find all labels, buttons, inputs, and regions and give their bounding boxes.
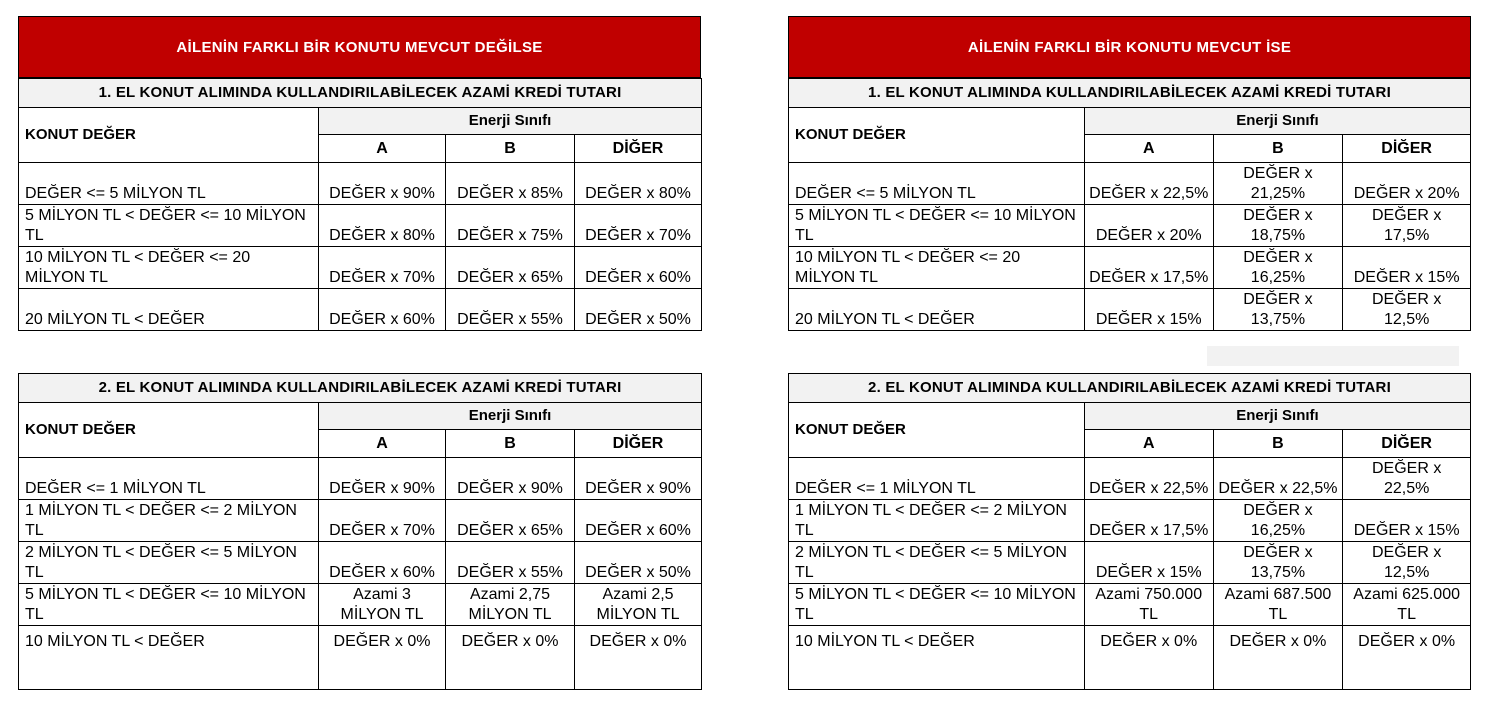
row-label: 20 MİLYON TL < DEĞER: [19, 289, 319, 331]
cell-value: DEĞER x 80%: [319, 205, 446, 247]
left-t1-class-b: B: [446, 135, 575, 163]
table-row: [789, 500, 1471, 542]
right-t1-enerji-header: Enerji Sınıfı: [1084, 108, 1470, 135]
table-row: [789, 289, 1471, 331]
cell-value: DEĞER x 60%: [319, 542, 446, 584]
cell-value: DEĞER x 15%: [1343, 500, 1471, 542]
cell-value: DEĞER x 17,5%: [1084, 500, 1213, 542]
left-t1-enerji-header: Enerji Sınıfı: [319, 108, 702, 135]
row-label: 2 MİLYON TL < DEĞER <= 5 MİLYON TL: [19, 542, 319, 584]
left-t1-title: 1. EL KONUT ALIMINDA KULLANDIRILABİLECEK AZAMİ KREDİ TUTARI: [19, 79, 702, 108]
cell-value: DEĞER x 90%: [319, 458, 446, 500]
right-table-second-hand: [788, 373, 1471, 690]
cell-value: DEĞER x 13,75%: [1213, 289, 1343, 331]
row-label: 5 MİLYON TL < DEĞER <= 10 MİLYON TL: [789, 584, 1085, 626]
row-label: DEĞER <= 5 MİLYON TL: [789, 163, 1085, 205]
cell-value: DEĞER x 0%: [1343, 626, 1471, 690]
table-row: [789, 458, 1471, 500]
cell-value: DEĞER x 12,5%: [1343, 542, 1471, 584]
gray-strip: [1207, 346, 1459, 366]
right-t2-class-a: A: [1084, 430, 1213, 458]
cell-value: DEĞER x 13,75%: [1213, 542, 1343, 584]
row-label: 10 MİLYON TL < DEĞER: [19, 626, 319, 690]
right-t2-konut-header: KONUT DEĞER: [789, 403, 1085, 458]
table-row: [789, 205, 1471, 247]
table-row: [19, 289, 702, 331]
row-label: 20 MİLYON TL < DEĞER: [789, 289, 1085, 331]
cell-value: DEĞER x 22,5%: [1084, 458, 1213, 500]
cell-value: DEĞER x 20%: [1343, 163, 1471, 205]
left-t2-konut-header: KONUT DEĞER: [19, 403, 319, 458]
cell-value: Azami 2,75 MİLYON TL: [446, 584, 575, 626]
cell-value: DEĞER x 18,75%: [1213, 205, 1343, 247]
cell-value: DEĞER x 16,25%: [1213, 247, 1343, 289]
cell-value: DEĞER x 90%: [319, 163, 446, 205]
cell-value: DEĞER x 22,5%: [1213, 458, 1343, 500]
cell-value: DEĞER x 60%: [575, 247, 702, 289]
cell-value: DEĞER x 15%: [1084, 289, 1213, 331]
right-t1-class-a: A: [1084, 135, 1213, 163]
cell-value: DEĞER x 55%: [446, 542, 575, 584]
right-t1-class-b: B: [1213, 135, 1343, 163]
cell-value: DEĞER x 65%: [446, 247, 575, 289]
left-t1-class-diger: DİĞER: [575, 135, 702, 163]
cell-value: DEĞER x 90%: [446, 458, 575, 500]
cell-value: DEĞER x 70%: [319, 247, 446, 289]
table-row: [19, 205, 702, 247]
left-t1-konut-header: KONUT DEĞER: [19, 108, 319, 163]
cell-value: DEĞER x 90%: [575, 458, 702, 500]
row-label: 5 MİLYON TL < DEĞER <= 10 MİLYON TL: [789, 205, 1085, 247]
row-label: 2 MİLYON TL < DEĞER <= 5 MİLYON TL: [789, 542, 1085, 584]
cell-value: DEĞER x 0%: [575, 626, 702, 690]
table-row: [789, 542, 1471, 584]
cell-value: DEĞER x 17,5%: [1084, 247, 1213, 289]
table-row: [19, 247, 702, 289]
cell-value: DEĞER x 15%: [1084, 542, 1213, 584]
cell-value: DEĞER x 0%: [1213, 626, 1343, 690]
right-panel: [788, 16, 1471, 331]
left-panel-second: [18, 373, 701, 690]
right-t2-enerji-header: Enerji Sınıfı: [1084, 403, 1470, 430]
right-t1-class-diger: DİĞER: [1343, 135, 1471, 163]
right-t2-class-b: B: [1213, 430, 1343, 458]
cell-value: DEĞER x 22,5%: [1084, 163, 1213, 205]
table-row: [789, 163, 1471, 205]
left-t2-class-b: B: [446, 430, 575, 458]
row-label: 5 MİLYON TL < DEĞER <= 10 MİLYON TL: [19, 584, 319, 626]
cell-value: DEĞER x 50%: [575, 289, 702, 331]
row-label: 5 MİLYON TL < DEĞER <= 10 MİLYON TL: [19, 205, 319, 247]
left-t2-class-a: A: [319, 430, 446, 458]
left-t2-class-diger: DİĞER: [575, 430, 702, 458]
row-label: DEĞER <= 5 MİLYON TL: [19, 163, 319, 205]
left-t2-enerji-header: Enerji Sınıfı: [319, 403, 702, 430]
cell-value: DEĞER x 22,5%: [1343, 458, 1471, 500]
right-t2-class-diger: DİĞER: [1343, 430, 1471, 458]
cell-value: DEĞER x 16,25%: [1213, 500, 1343, 542]
cell-value: DEĞER x 85%: [446, 163, 575, 205]
table-row: [19, 626, 702, 690]
table-row: [19, 584, 702, 626]
cell-value: DEĞER x 17,5%: [1343, 205, 1471, 247]
cell-value: DEĞER x 21,25%: [1213, 163, 1343, 205]
right-header: AİLENİN FARKLI BİR KONUTU MEVCUT İSE: [788, 16, 1471, 78]
cell-value: DEĞER x 80%: [575, 163, 702, 205]
table-row: [789, 584, 1471, 626]
row-label: 10 MİLYON TL < DEĞER <= 20 MİLYON TL: [789, 247, 1085, 289]
table-row: [19, 458, 702, 500]
cell-value: Azami 3 MİLYON TL: [319, 584, 446, 626]
cell-value: DEĞER x 60%: [575, 500, 702, 542]
cell-value: Azami 2,5 MİLYON TL: [575, 584, 702, 626]
left-t2-title: 2. EL KONUT ALIMINDA KULLANDIRILABİLECEK AZAMİ KREDİ TUTARI: [19, 374, 702, 403]
cell-value: DEĞER x 0%: [319, 626, 446, 690]
left-panel: [18, 16, 701, 331]
cell-value: DEĞER x 75%: [446, 205, 575, 247]
table-row: [789, 247, 1471, 289]
cell-value: DEĞER x 0%: [1084, 626, 1213, 690]
cell-value: DEĞER x 55%: [446, 289, 575, 331]
cell-value: DEĞER x 65%: [446, 500, 575, 542]
left-table-second-hand: [18, 373, 702, 690]
cell-value: Azami 625.000 TL: [1343, 584, 1471, 626]
left-header: AİLENİN FARKLI BİR KONUTU MEVCUT DEĞİLSE: [18, 16, 701, 78]
right-table-first-hand: [788, 78, 1471, 331]
row-label: 10 MİLYON TL < DEĞER <= 20 MİLYON TL: [19, 247, 319, 289]
cell-value: Azami 687.500 TL: [1213, 584, 1343, 626]
cell-value: DEĞER x 20%: [1084, 205, 1213, 247]
cell-value: Azami 750.000 TL: [1084, 584, 1213, 626]
right-t1-konut-header: KONUT DEĞER: [789, 108, 1085, 163]
cell-value: DEĞER x 50%: [575, 542, 702, 584]
left-table-first-hand: [18, 78, 702, 331]
cell-value: DEĞER x 15%: [1343, 247, 1471, 289]
row-label: 1 MİLYON TL < DEĞER <= 2 MİLYON TL: [19, 500, 319, 542]
cell-value: DEĞER x 70%: [575, 205, 702, 247]
cell-value: DEĞER x 12,5%: [1343, 289, 1471, 331]
row-label: DEĞER <= 1 MİLYON TL: [789, 458, 1085, 500]
right-t2-title: 2. EL KONUT ALIMINDA KULLANDIRILABİLECEK AZAMİ KREDİ TUTARI: [789, 374, 1471, 403]
table-row: [19, 500, 702, 542]
row-label: DEĞER <= 1 MİLYON TL: [19, 458, 319, 500]
right-t1-title: 1. EL KONUT ALIMINDA KULLANDIRILABİLECEK AZAMİ KREDİ TUTARI: [789, 79, 1471, 108]
table-row: [789, 626, 1471, 690]
row-label: 10 MİLYON TL < DEĞER: [789, 626, 1085, 690]
right-panel-second: [788, 373, 1471, 690]
cell-value: DEĞER x 60%: [319, 289, 446, 331]
cell-value: DEĞER x 70%: [319, 500, 446, 542]
row-label: 1 MİLYON TL < DEĞER <= 2 MİLYON TL: [789, 500, 1085, 542]
left-t1-class-a: A: [319, 135, 446, 163]
cell-value: DEĞER x 0%: [446, 626, 575, 690]
table-row: [19, 163, 702, 205]
table-row: [19, 542, 702, 584]
